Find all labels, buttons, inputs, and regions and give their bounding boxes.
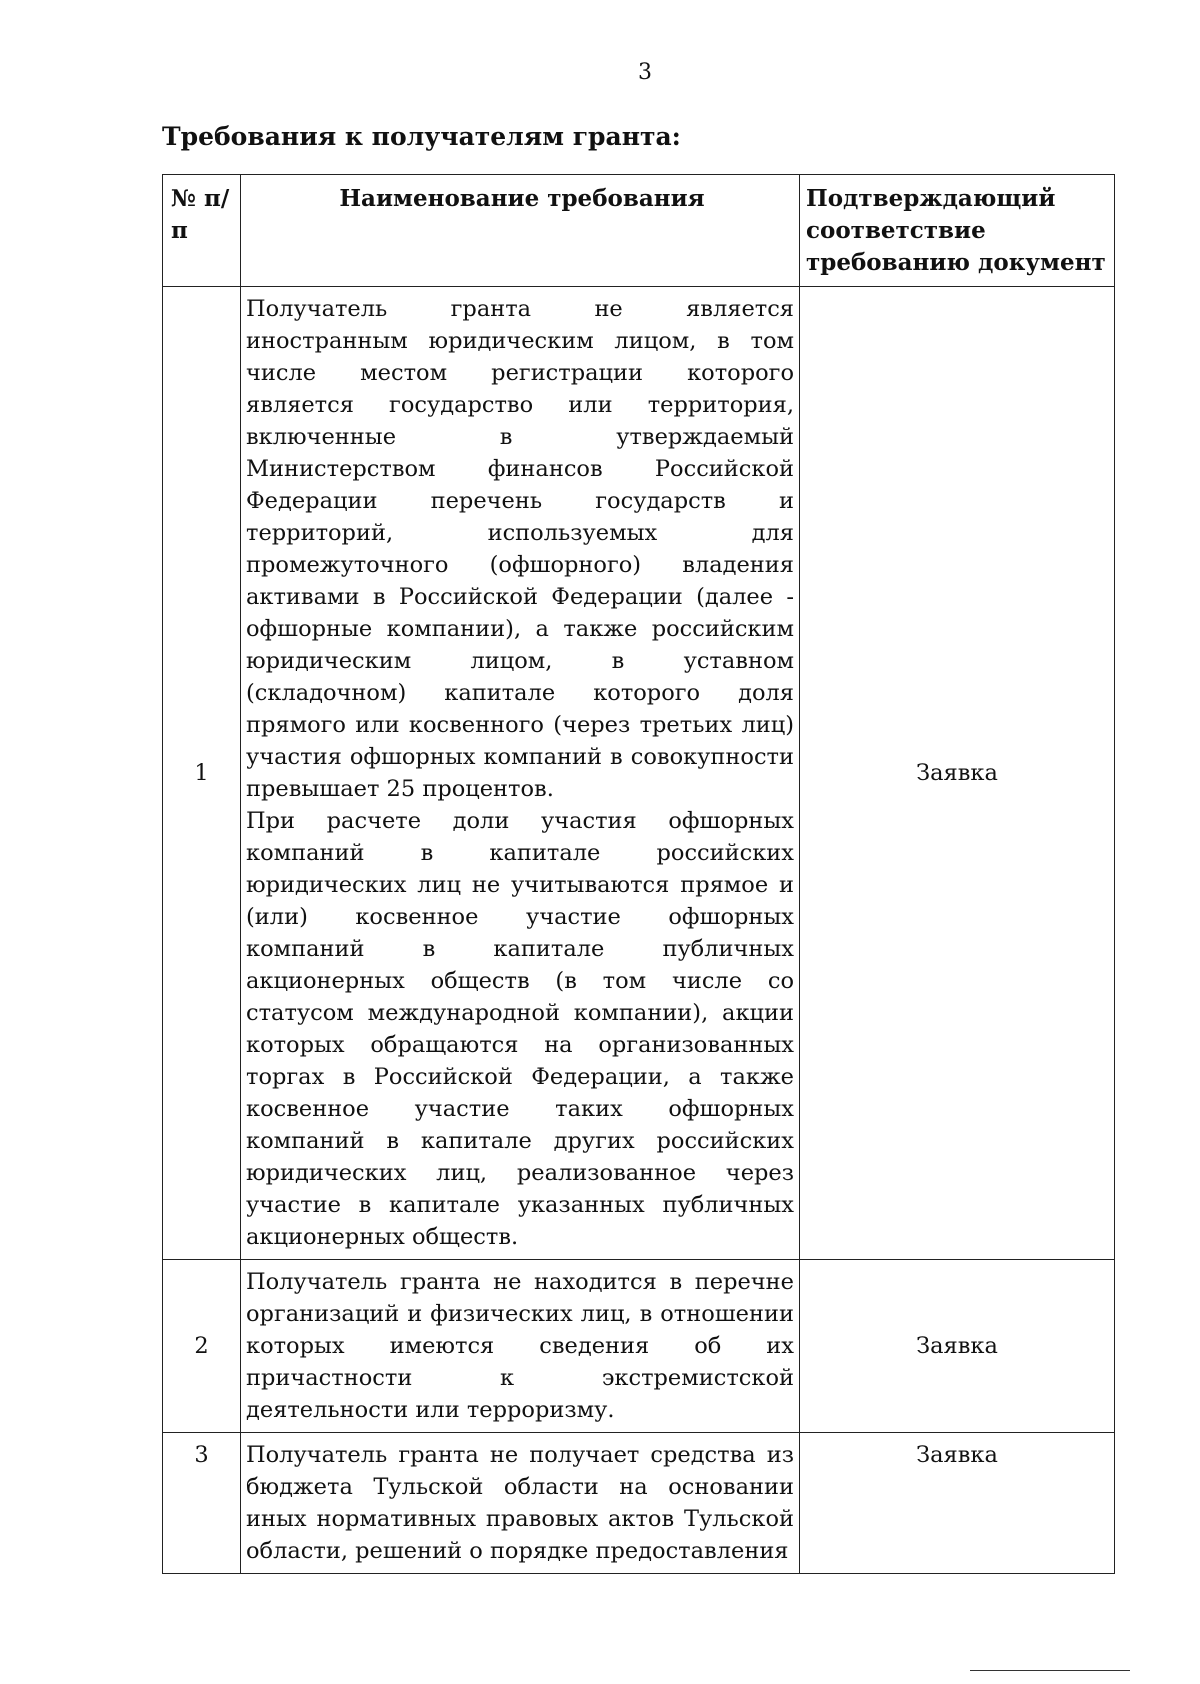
requirement-text xyxy=(241,1433,800,1574)
page-number: 3 xyxy=(638,60,652,85)
header-number: № п/п xyxy=(163,175,241,287)
table-row xyxy=(163,287,1115,1260)
requirement-paragraph: Получатель гранта не находится в перечне организаций и физических лиц, в отношении которых имеются сведения об их причастности к экстремистской деятельности или терроризму. xyxy=(246,1269,794,1423)
table-row xyxy=(163,1260,1115,1433)
header-requirement: Наименование требования xyxy=(241,175,800,287)
table-row xyxy=(163,1433,1115,1574)
row-number: 3 xyxy=(163,1433,241,1574)
row-number: 2 xyxy=(163,1260,241,1433)
header-document: Подтверждающий соответствие требованию документ xyxy=(800,175,1115,287)
requirements-table xyxy=(162,174,1115,1574)
document-cell: Заявка xyxy=(800,1433,1115,1574)
footer-rule xyxy=(970,1670,1130,1671)
document-cell: Заявка xyxy=(800,287,1115,1260)
requirement-paragraph: При расчете доли участия офшорных компаний в капитале российских юридических лиц не учитываются прямое и (или) косвенное участие офшорных компаний в капитале публичных акционерных обществ (в том числе со статусом международной компании), акции которых обращаются на организованных торгах в Российской Федерации, а также косвенное участие таких офшорных компаний в капитале других российских юридических лиц, реализованное через участие в капитале указанных публичных акционерных обществ. xyxy=(246,808,794,1250)
row-number: 1 xyxy=(163,287,241,1260)
section-title: Требования к получателям гранта: xyxy=(162,122,681,151)
requirement-text xyxy=(241,1260,800,1433)
document-cell: Заявка xyxy=(800,1260,1115,1433)
requirement-paragraph: Получатель гранта не является иностранным юридическим лицом, в том числе местом регистрации которого является государство или территория, включенные в утверждаемый Министерством финансов Российской Федерации перечень государств и территорий, используемых для промежуточного (офшорного) владения активами в Российской Федерации (далее - офшорные компании), а также российским юридическим лицом, в уставном (складочном) капитале которого доля прямого или косвенного (через третьих лиц) участия офшорных компаний в совокупности превышает 25 процентов. xyxy=(246,296,794,802)
table-header-row xyxy=(163,175,1115,287)
requirement-paragraph: Получатель гранта не получает средства из бюджета Тульской области на основании иных нормативных правовых актов Тульской области, решений о порядке предоставления xyxy=(246,1442,794,1564)
requirement-text xyxy=(241,287,800,1260)
